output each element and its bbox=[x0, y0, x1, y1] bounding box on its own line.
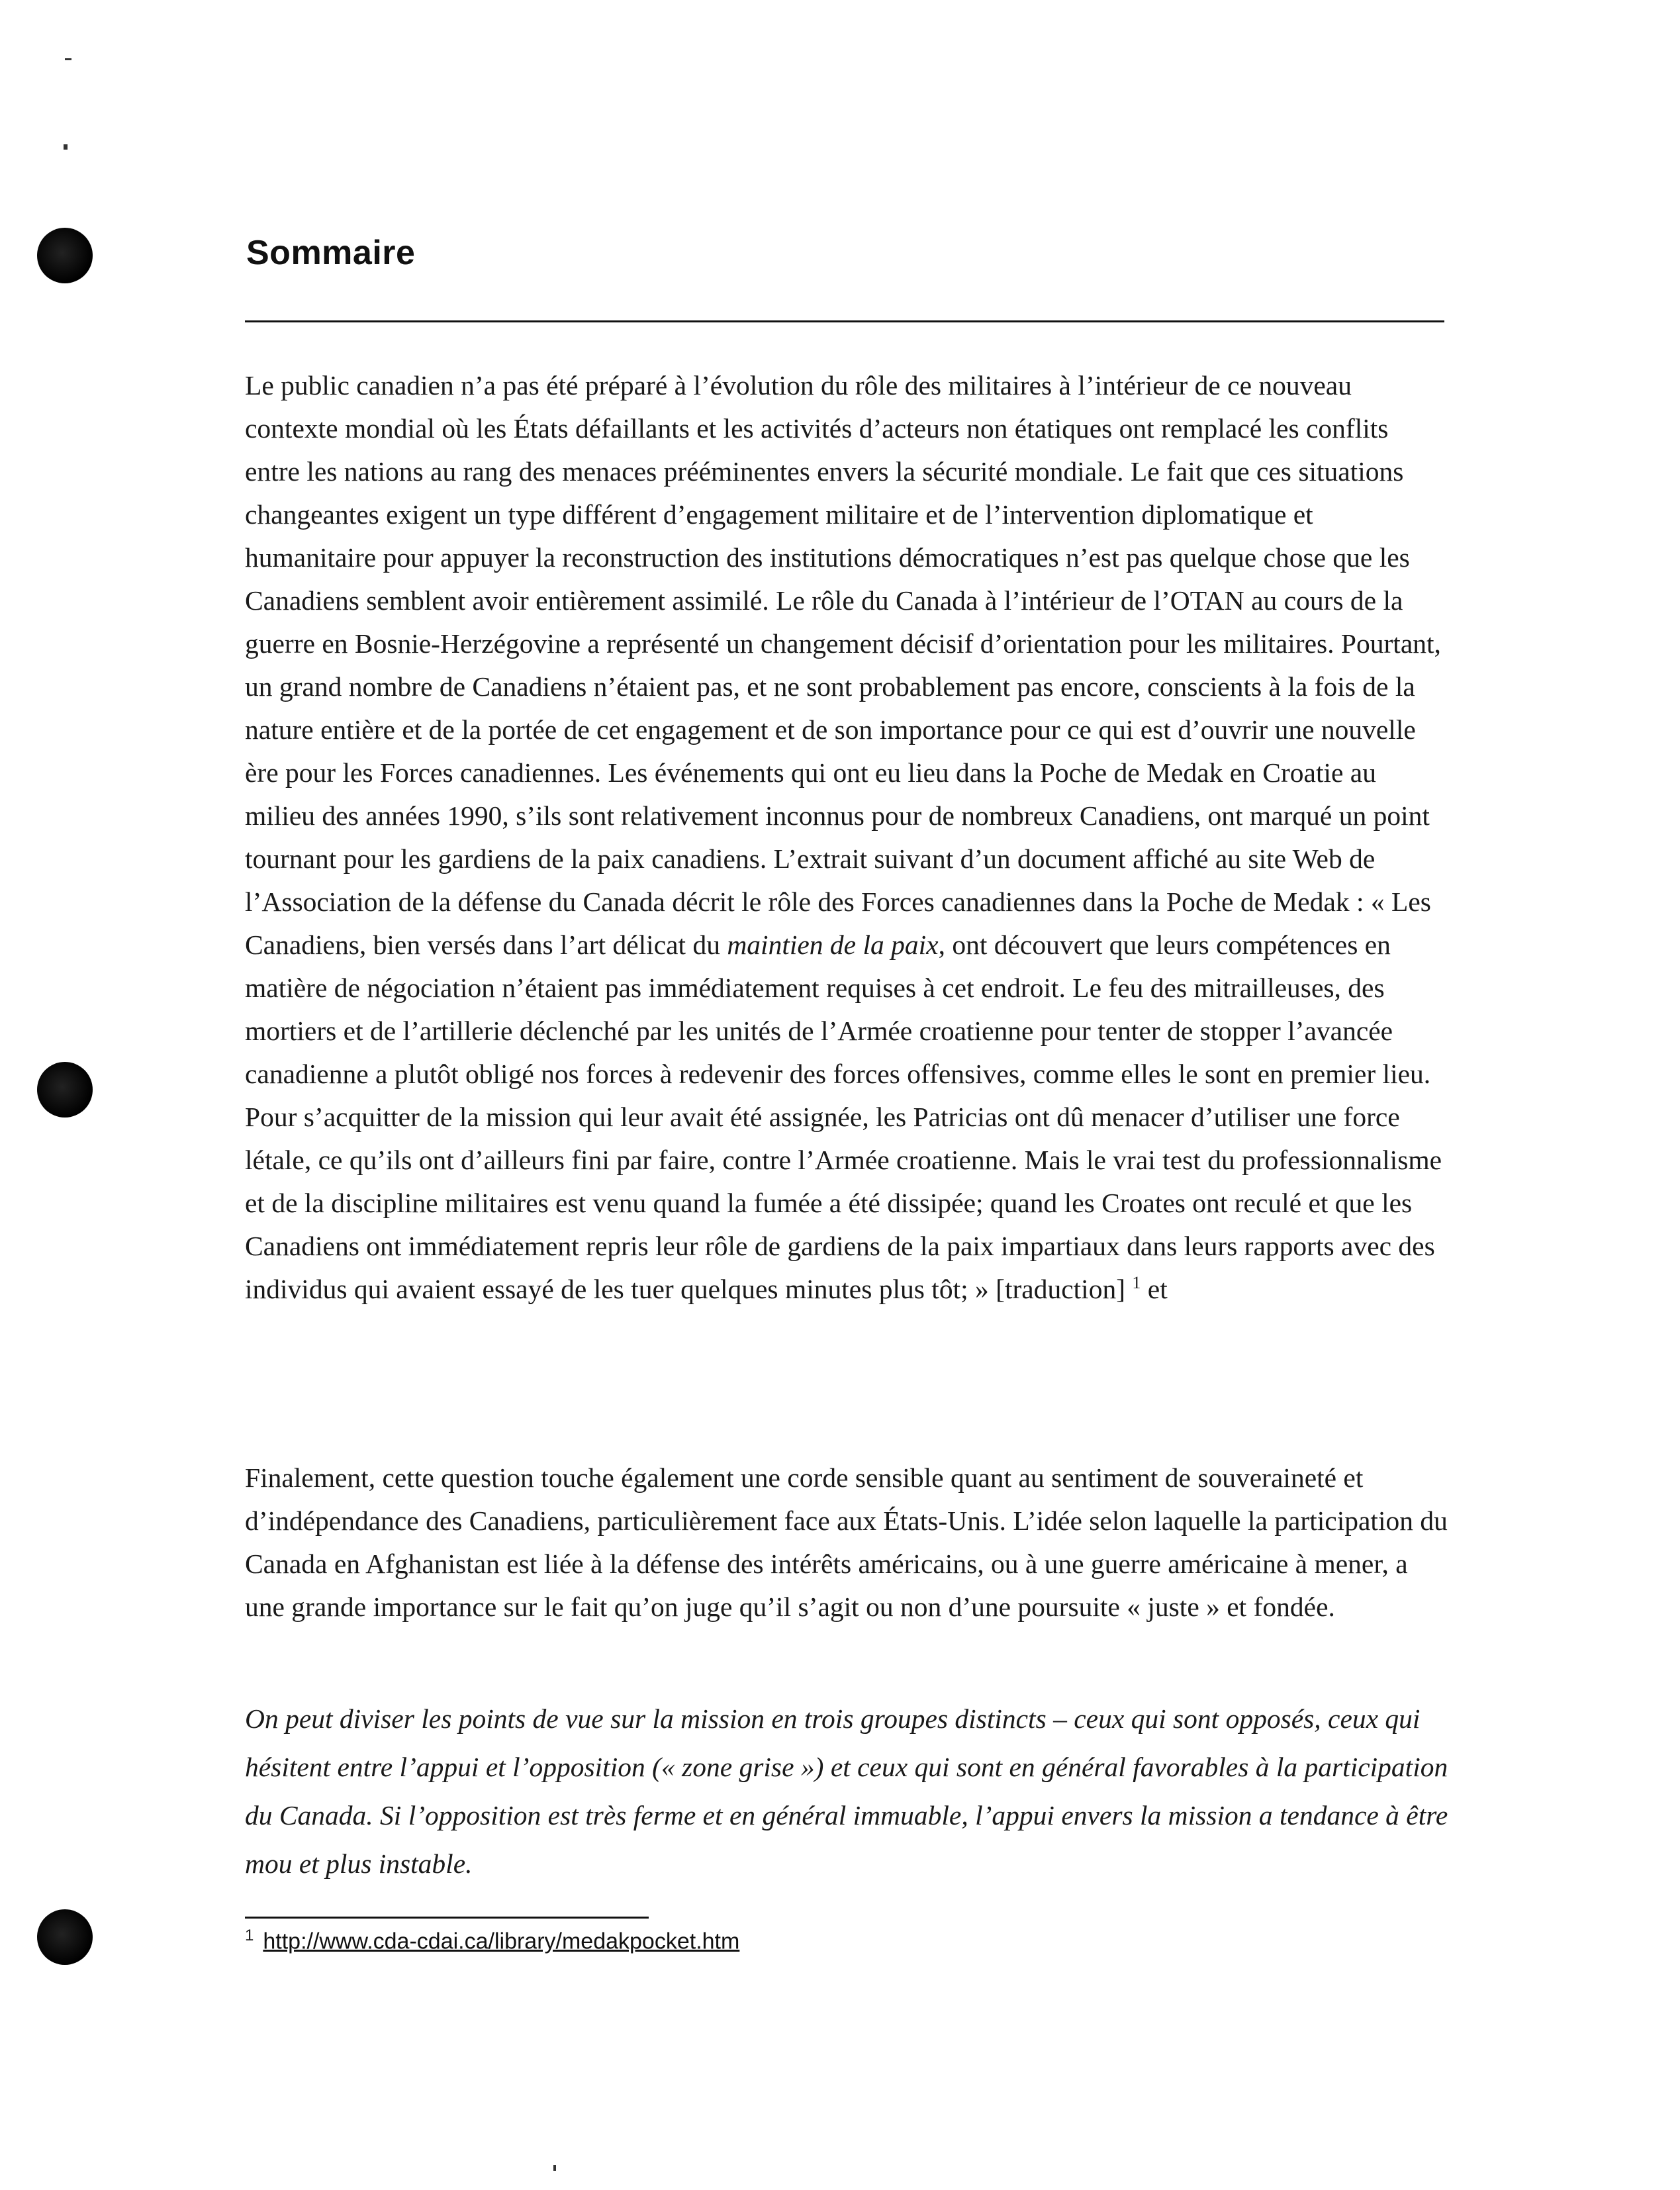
scan-speck bbox=[553, 2165, 556, 2171]
footnote-number: 1 bbox=[245, 1927, 254, 1944]
paragraph-1-italic-phrase: maintien de la paix bbox=[727, 929, 939, 960]
punch-hole-top bbox=[37, 228, 93, 283]
paragraph-1-text-start: Le public canadien n’a pas été préparé à l’évolution du rôle des militaires à l’intérieur de ce nouveau contexte mondial où les États défaillants et les activités d’acteurs non étatiques ont remplacé les conflits entre les nations au rang des menaces prééminentes envers la sécurité mondiale. Le fait que ces situations changeantes exigent un type différent d’engagement militaire et de l’intervention diplomatique et humanitaire pour appuyer la reconstruction des institutions démocratiques n’est pas quelque chose que les Canadiens semblent avoir entièrement assimilé. Le rôle du Canada à l’intérieur de l’OTAN au cours de la guerre en Bosnie-Herzégovine a représenté un changement décisif d’orientation pour les militaires. Pourtant, un grand nombre de Canadiens n’étaient pas, et ne sont probablement pas encore, conscients à la fois de la nature entière et de la portée de cet engagement et de son importance pour ce qui est d’ouvrir une nouvelle ère pour les Forces canadiennes. Les événements qui ont eu lieu dans la Poche de Medak en Croatie au milieu des années 1990, s’ils sont relativement inconnus pour de nombreux Canadiens, ont marqué un point tournant pour les gardiens de la paix canadiens. L’extrait suivant d’un document affiché au site Web de l’Association de la défense du Canada décrit le rôle des Forces canadiennes dans la Poche de Medak : « Les Canadiens, bien versés dans l’art délicat du bbox=[245, 370, 1441, 960]
body-paragraph-1 bbox=[245, 364, 1450, 1311]
paragraph-1-text-end: et bbox=[1141, 1274, 1168, 1304]
footnote-reference[interactable]: 1 bbox=[1132, 1273, 1141, 1293]
body-paragraph-3: On peut diviser les points de vue sur la mission en trois groupes distincts – ceux qui sont opposés, ceux qui hésitent entre l’appui et l’opposition (« zone grise ») et ceux qui sont en général favorables à la participation du Canada. Si l’opposition est très ferme et en général immuable, l’appui envers la mission a tendance à être mou et plus instable. bbox=[245, 1703, 1448, 1879]
footnote-divider bbox=[245, 1917, 649, 1919]
footnote bbox=[245, 1927, 739, 1954]
title-divider bbox=[245, 320, 1444, 322]
punch-hole-bottom bbox=[37, 1909, 93, 1965]
scan-speck bbox=[64, 144, 68, 150]
scan-speck bbox=[65, 58, 71, 60]
paragraph-1-text-middle: , ont découvert que leurs compétences en matière de négociation n’étaient pas immédiatement requises à cet endroit. Le feu des mitrailleuses, des mortiers et de l’artillerie déclenché par les unités de l’Armée croatienne pour tenter de stopper l’avancée canadienne a plutôt obligé nos forces à redevenir des forces offensives, comme elles le sont en premier lieu. Pour s’acquitter de la mission qui leur avait été assignée, les Patricias ont dû menacer d’utiliser une force létale, ce qu’ils ont d’ailleurs fini par faire, contre l’Armée croatienne. Mais le vrai test du professionnalisme et de la discipline militaires est venu quand la fumée a été dissipée; quand les Croates ont reculé et que les Canadiens ont immédiatement repris leur rôle de gardiens de la paix impartiaux dans leurs rapports avec des individus qui avaient essayé de les tuer quelques minutes plus tôt; » [traduction] bbox=[245, 929, 1442, 1304]
body-paragraph-2: Finalement, cette question touche également une corde sensible quant au sentiment de souveraineté et d’indépendance des Canadiens, particulièrement face aux États-Unis. L’idée selon laquelle la participation du Canada en Afghanistan est liée à la défense des intérêts américains, ou à une guerre américaine à mener, a une grande importance sur le fait qu’on juge qu’il s’agit ou non d’une poursuite « juste » et fondée. bbox=[245, 1462, 1448, 1622]
punch-hole-middle bbox=[37, 1062, 93, 1118]
page-title: Sommaire bbox=[246, 234, 416, 272]
footnote-link[interactable]: http://www.cda-cdai.ca/library/medakpocket.htm bbox=[263, 1928, 740, 1954]
